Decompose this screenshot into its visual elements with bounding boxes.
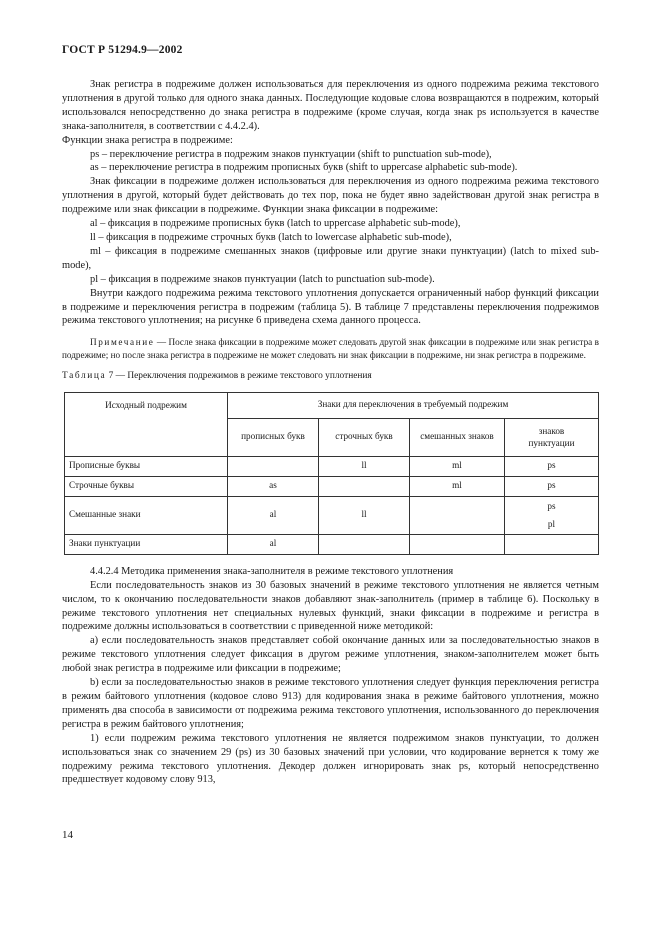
page-number: 14 [62,829,73,841]
page-body [62,78,599,787]
note [62,336,599,362]
list-item: ml – фиксация в подрежиме смешанных знаков (цифровые или другие знаки пунктуации) (latch to mixed sub-mode), [62,245,599,271]
list-item: pl – фиксация в подрежиме знаков пунктуации (latch to punctuation sub-mode). [90,273,435,285]
section-heading: 4.4.2.4 Методика применения знака-заполнителя в режиме текстового уплотнения [90,565,454,577]
cell-punct: ps [505,476,599,496]
cell-mixed: ml [410,456,505,476]
header-punct-line1: знаков [538,426,565,437]
row-name: Строчные буквы [65,476,228,496]
table-caption-label: Таблица [62,370,107,381]
header-punct-line2: пунктуации [528,438,575,449]
cell-punct-ps: ps [547,501,556,512]
note-text: — После знака фиксации в подрежиме может следовать другой знак фиксации в подрежиме или знак регистра в подрежиме; но после знака регистра в подрежиме не может следовать ни знак фиксации в подрежиме, ни знак регистра в подрежиме. [62,337,599,361]
row-name: Смешанные знаки [65,496,228,534]
paragraph: a) если последовательность знаков представляет собой окончание данных или за последовательностью знаков в режиме текстового уплотнения следует фиксация в другом режиме уплотнения, знаком-заполнителем может быть любой знак регистра в подрежиме или фиксации в подрежиме; [62,635,599,675]
header-source: Исходный подрежим [65,392,228,456]
cell-punct [505,496,599,534]
cell-mixed [410,496,505,534]
list-item: ps – переключение регистра в подрежим знаков пунктуации (shift to punctuation sub-mode), [90,148,492,160]
cell-punct [505,534,599,554]
paragraph: Знак регистра в подрежиме должен использоваться для переключения из одного подрежима режима текстового уплотнения в другой только для одного знака данных. Последующие кодовые слова возвращаются в подрежим, который использовался непосредственно до знака регистра в подрежиме (кроме случая, когда знак ps используется в качестве знака-заполнителя, в соответствии с 4.4.2.4). [62,79,599,132]
paragraph: b) если за последовательностью знаков в режиме текстового уплотнения следует функция переключения регистра в режим байтового уплотнения (кодовое слово 913) для кодирования знака в режиме байтового уплотнения, можно применять два способа в зависимости от подрежима режима текстового уплотнения, использованного до переключения регистра в режим байтового уплотнения; [62,677,599,730]
cell-lower [319,476,410,496]
paragraph: Функции знака регистра в подрежиме: [62,134,233,146]
document-header: ГОСТ Р 51294.9—2002 [62,44,183,56]
header-mixed: смешанных знаков [410,418,505,456]
table-row [65,476,599,496]
cell-mixed: ml [410,476,505,496]
row-name: Прописные буквы [65,456,228,476]
cell-mixed [410,534,505,554]
cell-lower: ll [319,496,410,534]
header-upper: прописных букв [228,418,319,456]
cell-punct: ps [505,456,599,476]
header-lower: строчных букв [319,418,410,456]
row-name: Знаки пунктуации [65,534,228,554]
table-row [65,534,599,554]
table-caption-text: 7 — Переключения подрежимов в режиме текстового уплотнения [106,370,372,381]
cell-lower: ll [319,456,410,476]
cell-upper [228,456,319,476]
paragraph: 1) если подрежим режима текстового уплотнения не является подрежимом знаков пунктуации, то должен использоваться знак со значением 29 (ps) из 30 базовых значений при условии, что кодирование вернется к тому же подрежиму режима текстового уплотнения. Декодер должен игнорировать знак ps, который непосредственно предшествует кодовому слову 913, [62,732,599,786]
list-item: al – фиксация в подрежиме прописных букв (latch to uppercase alphabetic sub-mode), [90,218,461,230]
cell-lower [319,534,410,554]
cell-upper: al [228,534,319,554]
cell-upper: as [228,476,319,496]
cell-upper: al [228,496,319,534]
paragraph: Знак фиксации в подрежиме должен использоваться для переключения из одного подрежима режима текстового уплотнения в другой, который будет действовать до тех пор, пока не будет явно задействован другой знак регистра в подрежиме или знак фиксации в подрежиме. Функции знака фиксации в подрежиме: [62,176,599,216]
paragraph: Внутри каждого подрежима режима текстового уплотнения допускается ограниченный набор функций фиксации в подрежиме и переключения регистра в подрежим (таблица 5). В таблице 7 представлены переключения подрежимов режима текстового уплотнения; на рисунке 6 приведена схема данного процесса. [62,287,599,327]
header-target: Знаки для переключения в требуемый подрежим [228,392,599,418]
list-item: ll – фиксация в подрежиме строчных букв (latch to lowercase alphabetic sub-mode), [90,231,452,243]
list-item: as – переключение регистра в подрежим прописных букв (shift to uppercase alphabetic sub-mode). [90,162,518,174]
cell-punct-pl: pl [547,519,556,530]
table-row [65,496,599,534]
table-caption [62,370,599,384]
note-label: Примечание [90,337,155,348]
paragraph: Если последовательность знаков из 30 базовых значений в режиме текстового уплотнения не является четным числом, то к окончанию последовательности знаков добавляют знак-заполнитель (пример в таблице 6). Поскольку в режиме текстового уплотнения нет специальных нулевых функций, знаки фиксации в подрежиме и регистра в подрежиме должны использоваться в соответствии с приведенной ниже методикой: [62,579,599,633]
header-punct [505,418,599,456]
table-row [65,456,599,476]
switch-table [64,392,599,555]
